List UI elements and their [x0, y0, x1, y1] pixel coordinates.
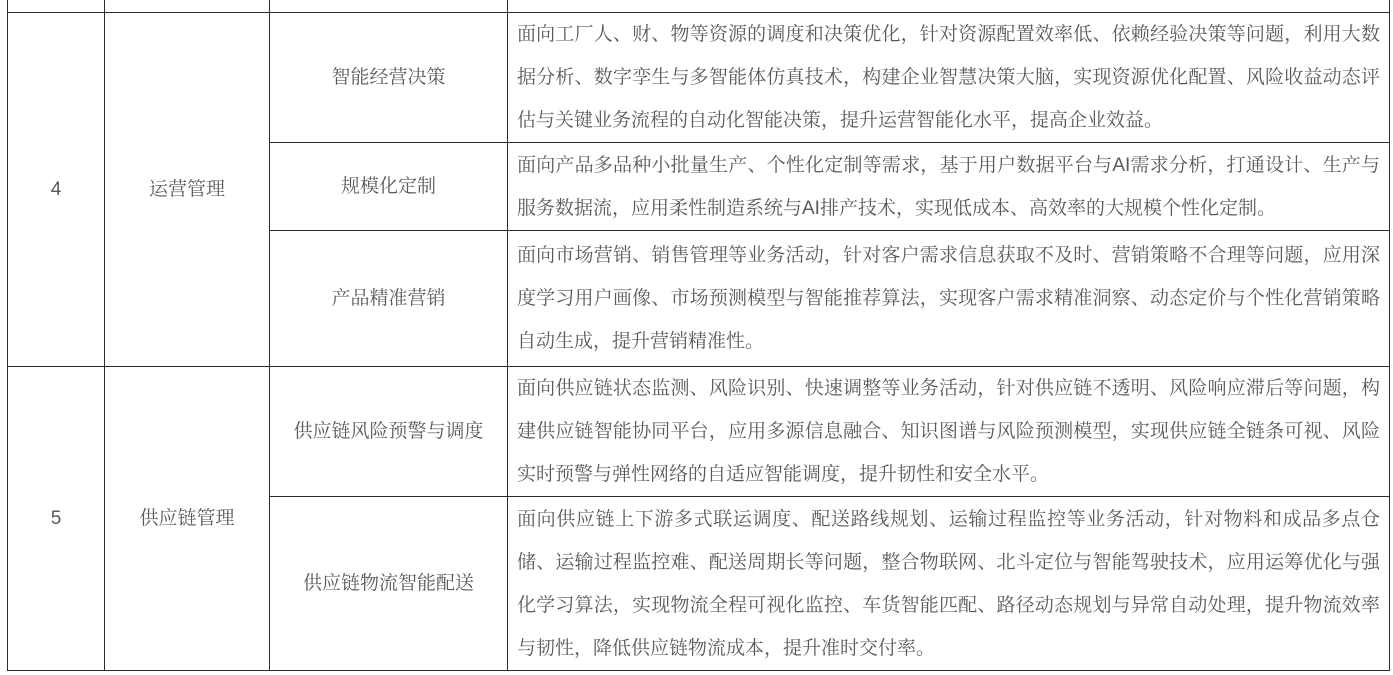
row-number-cell: 4 [8, 13, 105, 367]
empty-cell [508, 0, 1390, 13]
subcategory-cell: 供应链风险预警与调度 [270, 367, 508, 497]
description-cell: 面向供应链状态监测、风险识别、快速调整等业务活动，针对供应链不透明、风险响应滞后等问题，构建供应链智能协同平台，应用多源信息融合、知识图谱与风险预测模型，实现供应链全链条可视、风险实时预警与弹性网络的自适应智能调度，提升韧性和安全水平。 [508, 367, 1390, 497]
row-number-cell: 5 [8, 367, 105, 671]
capability-table [7, 0, 1390, 671]
category-cell: 运营管理 [105, 13, 270, 367]
table-row [8, 13, 1390, 143]
description-cell: 面向产品多品种小批量生产、个性化定制等需求，基于用户数据平台与AI需求分析，打通设计、生产与服务数据流，应用柔性制造系统与AI排产技术，实现低成本、高效率的大规模个性化定制。 [508, 143, 1390, 231]
table-row [8, 367, 1390, 497]
empty-cell [105, 0, 270, 13]
subcategory-cell: 产品精准营销 [270, 231, 508, 367]
description-cell: 面向市场营销、销售管理等业务活动，针对客户需求信息获取不及时、营销策略不合理等问题，应用深度学习用户画像、市场预测模型与智能推荐算法，实现客户需求精准洞察、动态定价与个性化营销策略自动生成，提升营销精准性。 [508, 231, 1390, 367]
subcategory-cell: 智能经营决策 [270, 13, 508, 143]
description-cell: 面向供应链上下游多式联运调度、配送路线规划、运输过程监控等业务活动，针对物料和成品多点仓储、运输过程监控难、配送周期长等问题，整合物联网、北斗定位与智能驾驶技术，应用运筹优化与强化学习算法，实现物流全程可视化监控、车货智能匹配、路径动态规划与异常自动处理，提升物流效率与韧性，降低供应链物流成本，提升准时交付率。 [508, 497, 1390, 671]
subcategory-cell: 供应链物流智能配送 [270, 497, 508, 671]
description-cell: 面向工厂人、财、物等资源的调度和决策优化，针对资源配置效率低、依赖经验决策等问题，利用大数据分析、数字孪生与多智能体仿真技术，构建企业智慧决策大脑，实现资源优化配置、风险收益动态评估与关键业务流程的自动化智能决策，提升运营智能化水平，提高企业效益。 [508, 13, 1390, 143]
empty-cell [8, 0, 105, 13]
table-row-partial [8, 0, 1390, 13]
category-cell: 供应链管理 [105, 367, 270, 671]
subcategory-cell: 规模化定制 [270, 143, 508, 231]
empty-cell [270, 0, 508, 13]
